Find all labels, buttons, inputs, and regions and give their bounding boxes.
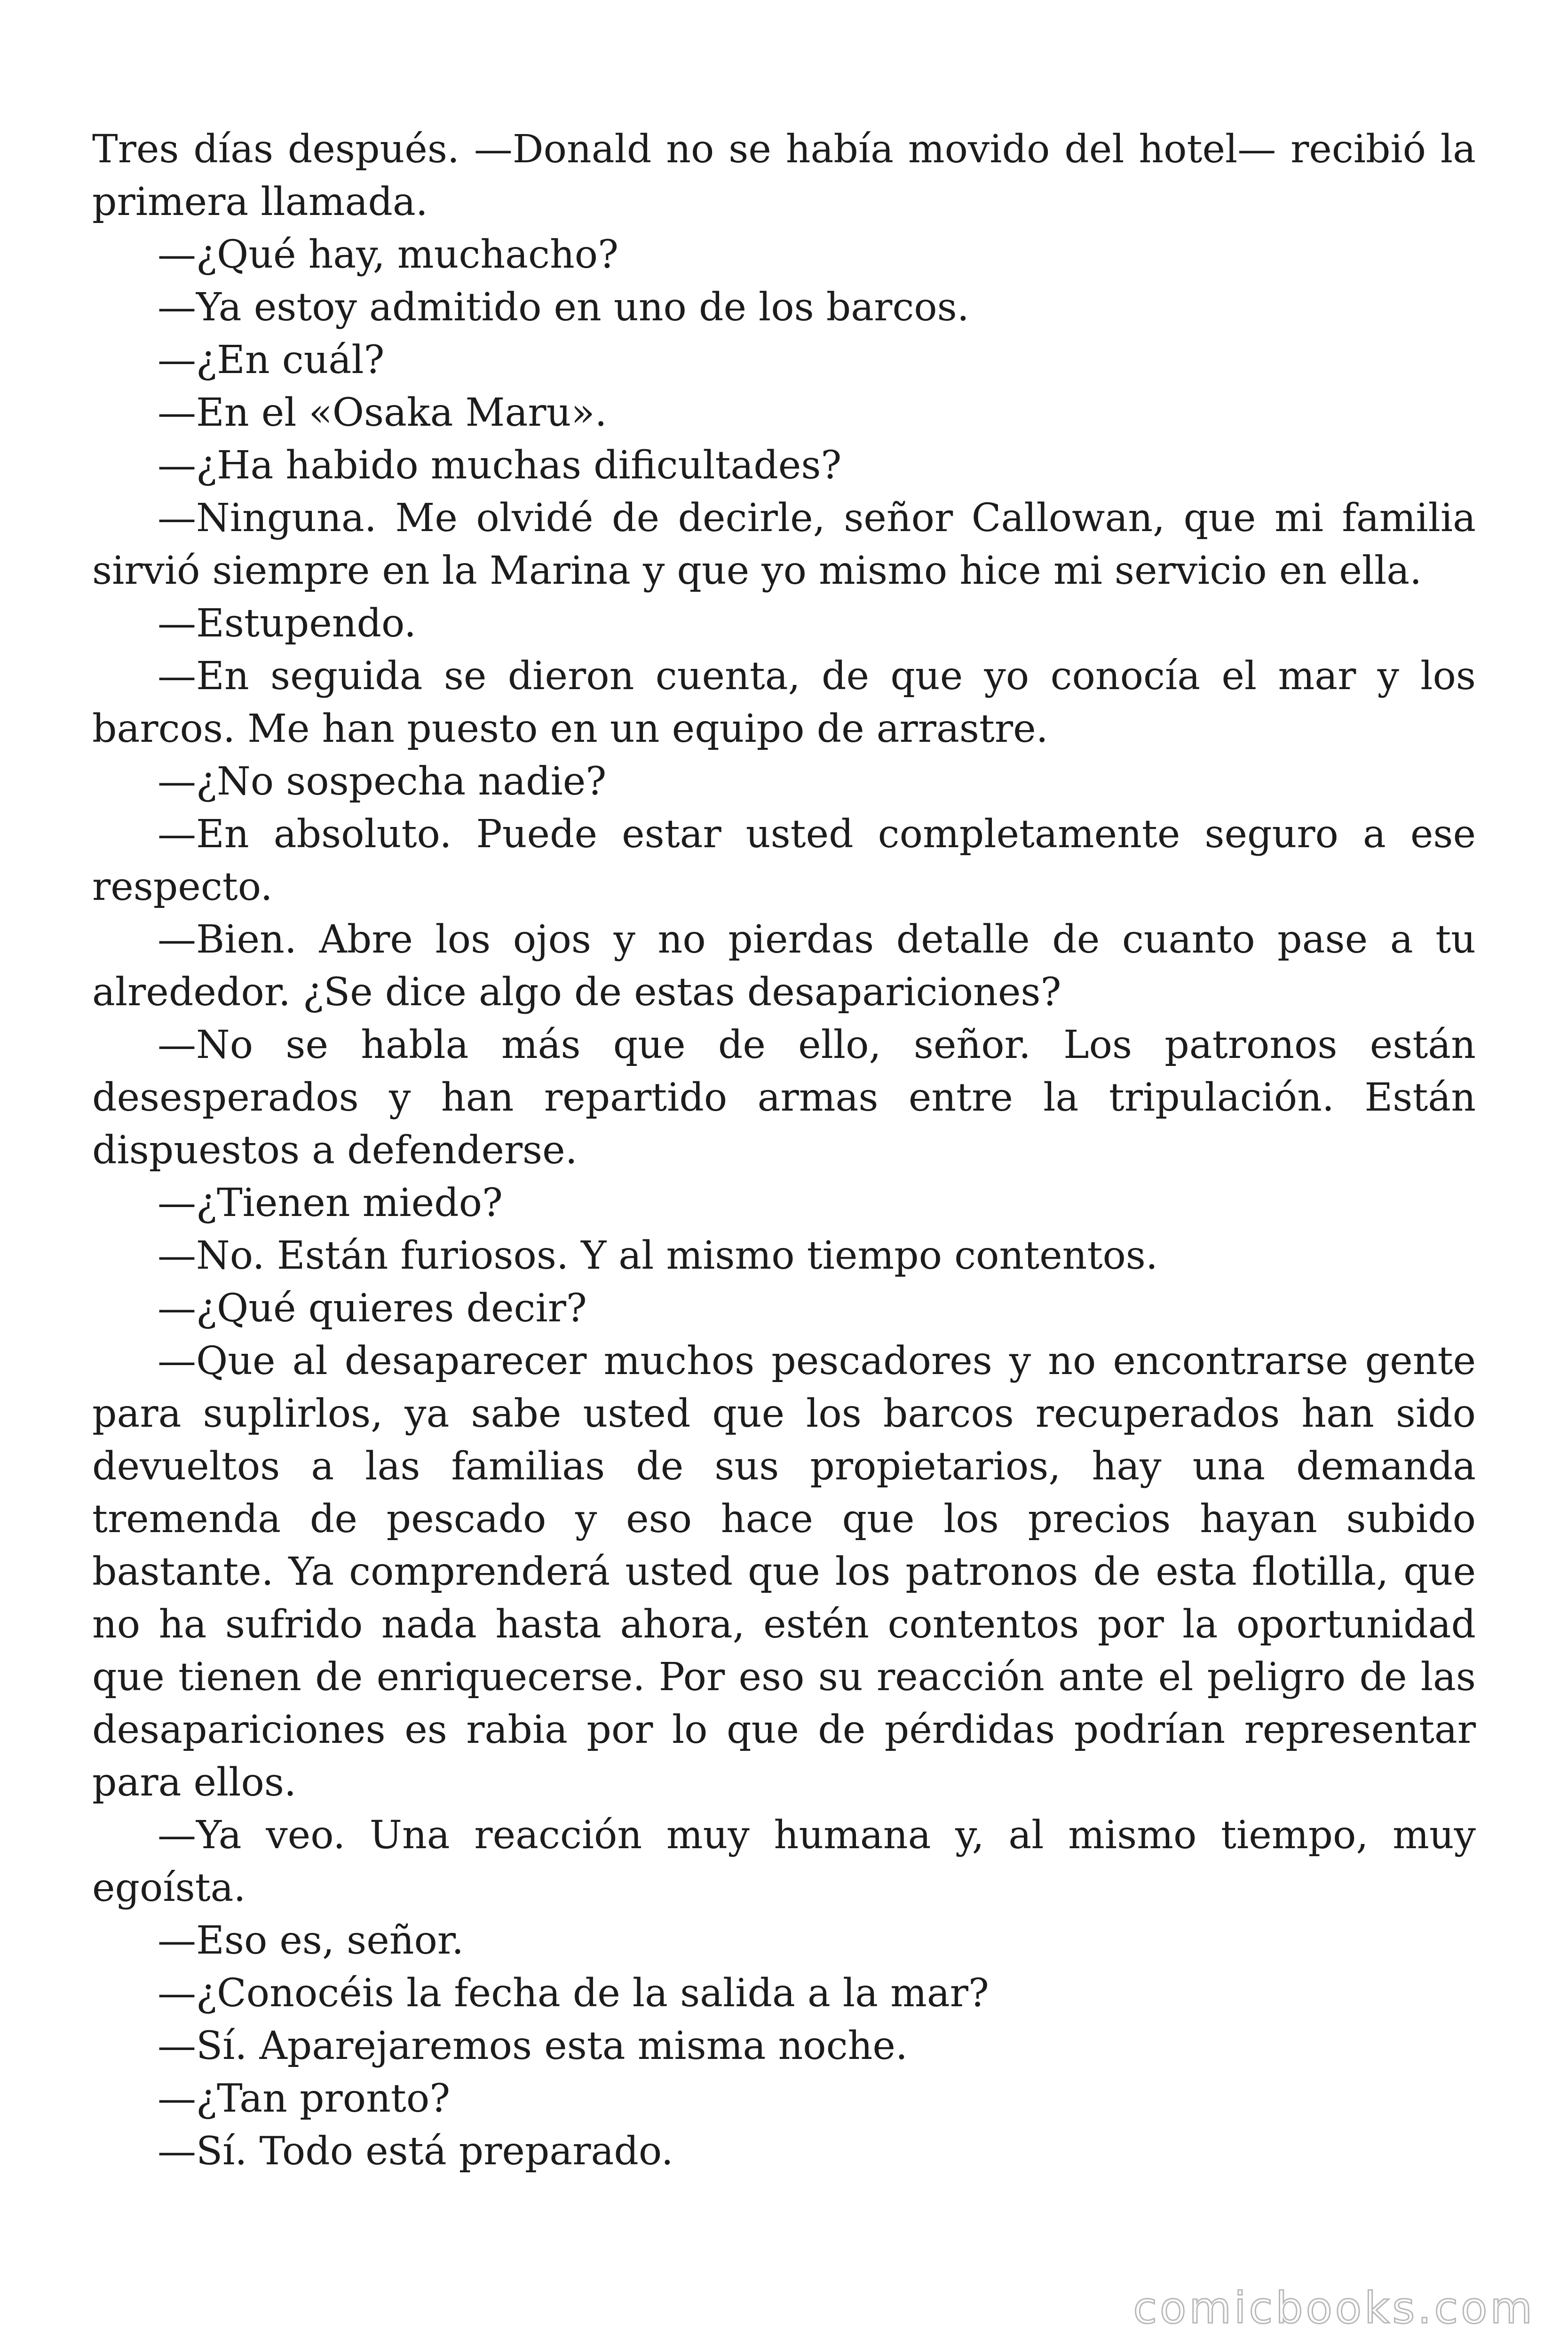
paragraph: —¿Qué hay, muchacho? [158,232,619,277]
watermark: comicbooks.com [1133,2283,1535,2333]
paragraph: —No. Están furiosos. Y al mismo tiempo contentos. [158,1233,1158,1278]
paragraph: —Ya estoy admitido en uno de los barcos. [158,285,969,330]
paragraph: —En seguida se dieron cuenta, de que yo conocía el mar y los barcos. Me han puesto en un equipo de arrastre. [92,654,1476,751]
paragraph: —En absoluto. Puede estar usted completamente seguro a ese respecto. [92,812,1476,909]
paragraph: —Estupendo. [158,601,417,646]
paragraph: —¿Tan pronto? [158,2076,451,2121]
paragraph: —No se habla más que de ello, señor. Los patronos están desesperados y han repartido armas entre la tripulación. Están dispuestos a defenderse. [92,1023,1476,1173]
paragraph: —En el «Osaka Maru». [158,390,607,435]
paragraph: —Que al desaparecer muchos pescadores y no encontrarse gente para suplirlos, ya sabe usted que los barcos recuperados han sido devueltos a las familias de sus propietarios, hay una demanda tremenda de pescado y eso hace que los precios hayan subido bastante. Ya comprenderá usted que los patronos de esta flotilla, que no ha sufrido nada hasta ahora, estén contentos por la oportunidad que tienen de enriquecerse. Por eso su reacción ante el peligro de las desapariciones es rabia por lo que de pérdidas podrían representar para ellos. [92,1339,1476,1805]
paragraph: —Eso es, señor. [158,1918,464,1963]
paragraph: —Ninguna. Me olvidé de decirle, señor Callowan, que mi familia sirvió siempre en la Marina y que yo mismo hice mi servicio en ella. [92,496,1476,593]
paragraph: —Sí. Todo está preparado. [158,2129,673,2174]
paragraph: —Sí. Aparejaremos esta misma noche. [158,2024,908,2068]
paragraph: —¿Conocéis la fecha de la salida a la mar? [158,1971,989,2016]
page-text [92,123,1476,2178]
paragraph: —¿No sospecha nadie? [158,759,607,804]
paragraph: —¿En cuál? [158,338,385,382]
paragraph: —¿Tienen miedo? [158,1181,503,1225]
paragraph: —Ya veo. Una reacción muy humana y, al mismo tiempo, muy egoísta. [92,1813,1476,1910]
paragraph: —¿Ha habido muchas dificultades? [158,443,842,488]
paragraph: Tres días después. —Donald no se había movido del hotel— recibió la primera llamada. [92,127,1476,224]
paragraph: —¿Qué quieres decir? [158,1286,587,1331]
paragraph: —Bien. Abre los ojos y no pierdas detalle de cuanto pase a tu alrededor. ¿Se dice algo de estas desapariciones? [92,917,1476,1015]
